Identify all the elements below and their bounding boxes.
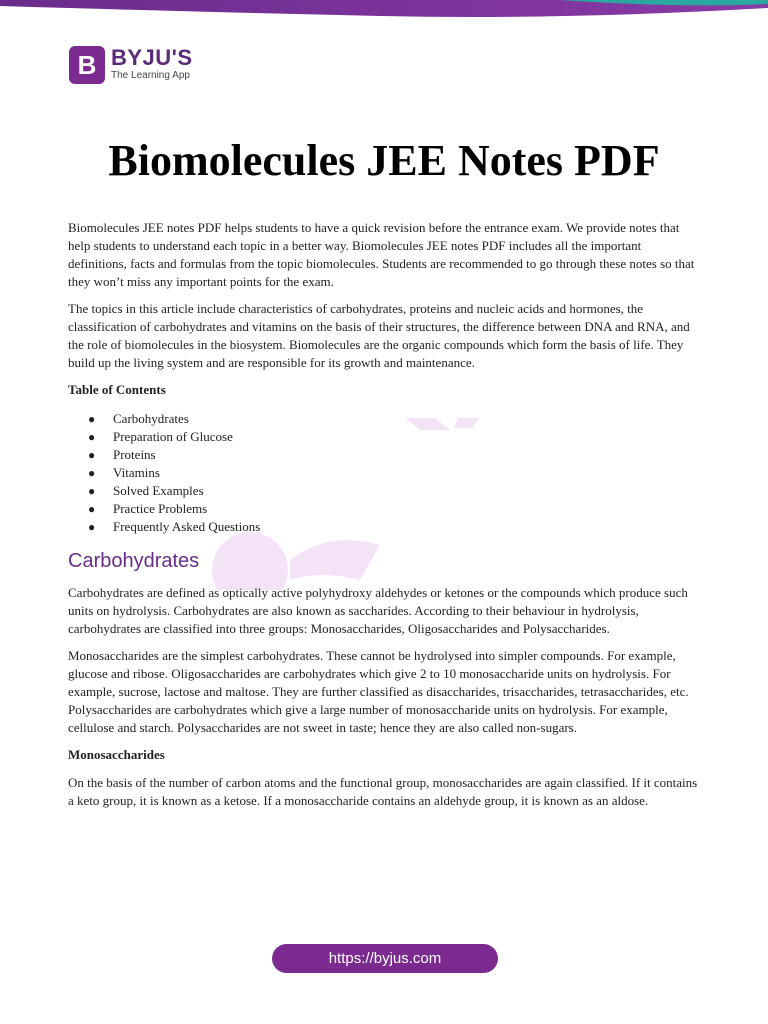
logo-tagline: The Learning App [111,70,190,81]
toc-item-label: Practice Problems [113,501,208,516]
footer-website-link[interactable]: https://byjus.com [272,944,498,973]
intro-paragraph-2: The topics in this article include characteristics of carbohydrates, proteins and nucleic acids and hormones, the classification of carbohydrates and vitamins on the basis of their structures, the difference between DNA and RNA, and the role of biomolecules in the biosystem. Biomolecules are the organic compounds which form the basis of life. They build up the living system and are responsible for its growth and maintenance. [68,301,690,370]
toc-item[interactable] [88,518,702,536]
logo-text [111,47,193,83]
byjus-logo [69,46,193,84]
toc-item[interactable] [88,482,702,500]
bullet-icon: ● [88,484,96,498]
toc-item[interactable] [88,428,702,446]
toc-item-label: Carbohydrates [113,411,189,426]
toc-item-label: Proteins [113,447,156,462]
toc-item-label: Solved Examples [113,483,204,498]
toc-item[interactable] [88,500,702,518]
toc-item[interactable] [88,446,702,464]
document-body [68,219,702,819]
logo-brand-name: BYJU'S [111,45,193,70]
logo-mark [69,46,105,84]
bullet-icon: ● [88,430,96,444]
section-paragraph-1: Carbohydrates are defined as optically active polyhydroxy aldehydes or ketones or the compounds which produce such units on hydrolysis. Carbohydrates are also known as saccharides. According to their behaviour in hydrolysis, carbohydrates are classified into three groups: Monosaccharides, Oligosaccharides and Polysaccharides. [68,585,688,636]
section-paragraph-2: Monosaccharides are the simplest carbohydrates. These cannot be hydrolysed into simpler compounds. For example, glucose and ribose. Oligosaccharides are carbohydrates which give 2 to 10 monosaccharide units on hydrolysis. For example, sucrose, lactose and maltose. They are further classified as disaccharides, trisaccharides, tetrasaccharides, etc. Polysaccharides are carbohydrates which give a large number of monosaccharide units on hydrolysis. For example, cellulose and starch. Polysaccharides are not sweet in taste; hence they are also called non-sugars. [68,648,689,735]
toc-item-label: Preparation of Glucose [113,429,233,444]
bullet-icon: ● [88,448,96,462]
section-heading-carbohydrates: Carbohydrates [68,550,200,572]
toc-heading: Table of Contents [68,382,166,397]
subheading-monosaccharides: Monosaccharides [68,747,165,762]
bullet-icon: ● [88,502,96,516]
logo-mark-letter: B [77,50,97,80]
page-title: Biomolecules JEE Notes PDF [108,136,660,185]
toc-item-label: Frequently Asked Questions [113,519,261,534]
bullet-icon: ● [88,412,96,426]
table-of-contents [88,410,702,536]
bullet-icon: ● [88,520,96,534]
intro-paragraph-1: Biomolecules JEE notes PDF helps students to have a quick revision before the entrance exam. We provide notes that help students to understand each topic in a better way. Biomolecules JEE notes PDF includes all the important definitions, facts and formulas from the topic biomolecules. Students are recommended to go through these notes so that they won’t miss any important points for the exam. [68,220,695,289]
toc-item[interactable] [88,410,702,428]
toc-item-label: Vitamins [113,465,160,480]
toc-item[interactable] [88,464,702,482]
bullet-icon: ● [88,466,96,480]
subsection-paragraph: On the basis of the number of carbon atoms and the functional group, monosaccharides are again classified. If it contains a keto group, it is known as a ketose. If a monosaccharide contains an aldehyde group, it is known as an aldose. [68,775,698,808]
top-decorative-band [0,0,768,22]
